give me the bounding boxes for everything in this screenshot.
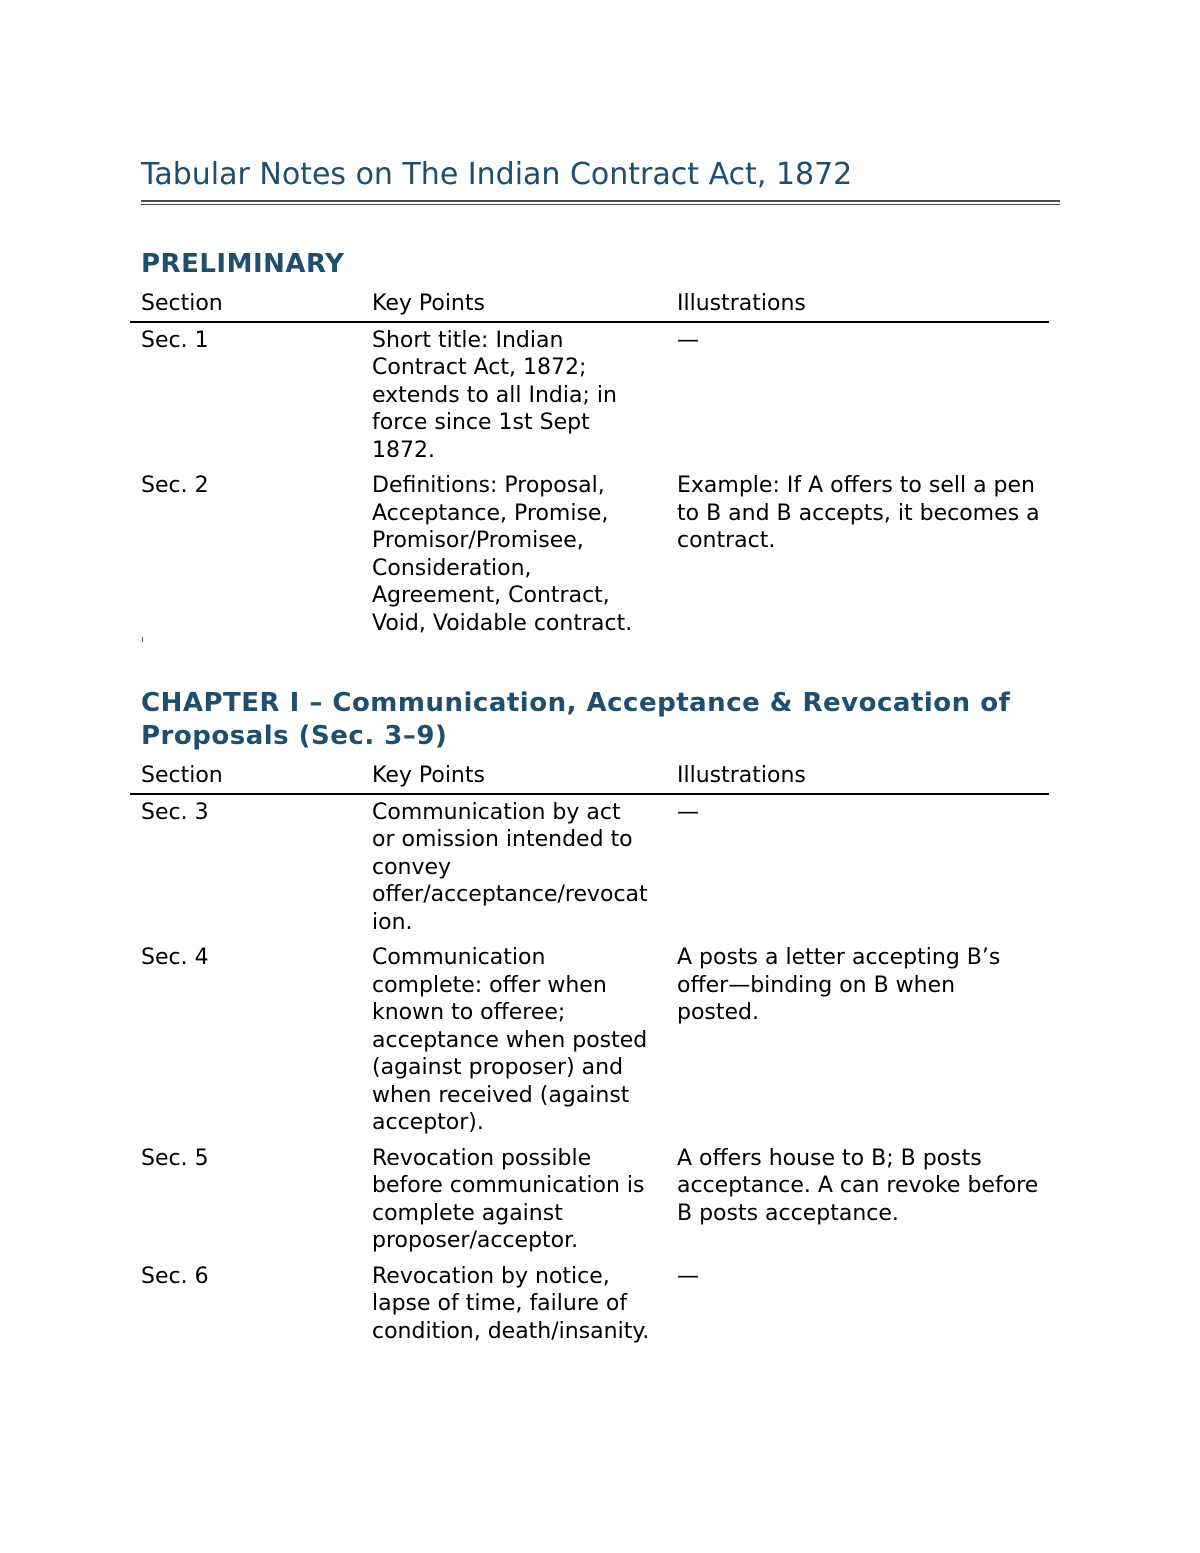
section-cell: Sec. 6 bbox=[141, 1263, 209, 1289]
key-points-text: Definitions: Proposal, Acceptance, Promise, Promisor/Promisee, Consideration, Agreement, Contract, Void, Voidable contract. bbox=[372, 473, 633, 636]
table-row bbox=[130, 468, 1049, 641]
table-header-row bbox=[130, 290, 1049, 322]
section-cell: Sec. 5 bbox=[141, 1145, 209, 1171]
key-points-text: Communication complete: offer when known to offeree; acceptance when posted (against proposer) and when received (against acceptor). bbox=[372, 945, 648, 1135]
column-header-section: Section bbox=[130, 762, 361, 794]
illustrations-cell: — bbox=[677, 799, 699, 825]
title-divider bbox=[141, 200, 1060, 205]
section-cell: Sec. 1 bbox=[141, 327, 209, 353]
document-title: Tabular Notes on The Indian Contract Act, 1872 bbox=[141, 157, 853, 192]
key-points-cell bbox=[361, 1259, 666, 1350]
key-points-cell bbox=[361, 794, 666, 941]
illustrations-cell: Example: If A offers to sell a pen to B and B accepts, it becomes a contract. bbox=[677, 473, 1040, 553]
key-points-text: Revocation possible before communication is complete against proposer/acceptor. bbox=[372, 1145, 645, 1253]
table-row bbox=[130, 1141, 1049, 1259]
table-row bbox=[130, 794, 1049, 941]
section-cell: Sec. 4 bbox=[141, 945, 209, 970]
section-cell: Sec. 2 bbox=[141, 473, 209, 498]
section-heading-preliminary: PRELIMINARY bbox=[141, 249, 345, 279]
column-header-illustrations: Illustrations bbox=[666, 762, 1049, 794]
preliminary-table bbox=[130, 290, 1049, 641]
illustrations-cell: A posts a letter accepting B’s offer—binding on B when posted. bbox=[677, 945, 1001, 1025]
chapter-1-table bbox=[130, 762, 1049, 1349]
stray-mark bbox=[142, 637, 143, 642]
section-heading-chapter-1: CHAPTER I – Communication, Acceptance & Revocation of Proposals (Sec. 3–9) bbox=[141, 688, 1011, 751]
key-points-cell bbox=[361, 468, 666, 641]
key-points-text: Revocation by notice, lapse of time, failure of condition, death/insanity. bbox=[372, 1263, 650, 1344]
column-header-section: Section bbox=[130, 290, 361, 322]
key-points-cell bbox=[361, 322, 666, 469]
column-header-key-points: Key Points bbox=[361, 762, 666, 794]
table-row bbox=[130, 940, 1049, 1141]
illustrations-cell: — bbox=[677, 327, 699, 353]
key-points-text: Communication by act or omission intended to convey offer/acceptance/revocation. bbox=[372, 799, 648, 935]
key-points-text: Short title: Indian Contract Act, 1872; extends to all India; in force since 1st Sept 1872. bbox=[372, 327, 617, 463]
illustrations-cell: — bbox=[677, 1263, 699, 1289]
table-header-row bbox=[130, 762, 1049, 794]
column-header-key-points: Key Points bbox=[361, 290, 666, 322]
column-header-illustrations: Illustrations bbox=[666, 290, 1049, 322]
illustrations-cell: A offers house to B; B posts acceptance. A can revoke before B posts acceptance. bbox=[677, 1145, 1039, 1226]
table-row bbox=[130, 1259, 1049, 1350]
section-cell: Sec. 3 bbox=[141, 799, 209, 825]
table-row bbox=[130, 322, 1049, 469]
key-points-cell bbox=[361, 1141, 666, 1259]
key-points-cell bbox=[361, 940, 666, 1141]
